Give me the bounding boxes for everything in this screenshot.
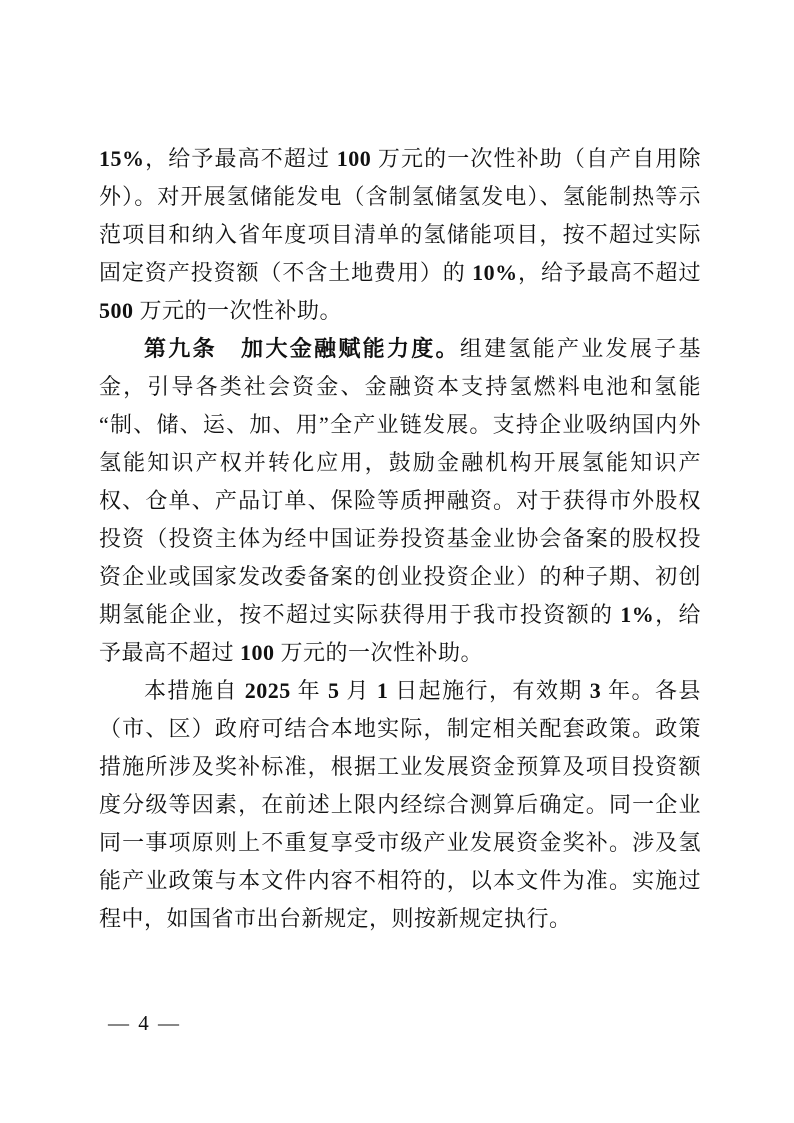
article-heading: 第九条 加大金融赋能力度。 — [144, 336, 460, 361]
numeric-value: 1 — [376, 678, 389, 703]
text-segment: 本措施自 — [144, 678, 245, 703]
numeric-value: 5 — [328, 678, 340, 703]
text-segment: 年。各县（市、区）政府可结合本地实际，制定相关配套政策。政策措施所涉及奖补标准，根据工业发展资金预算及项目投资额度分级等因素，在前述上限内经综合测算后确定。同一企业同一事项原则上不重复享受市级产业发展资金奖补。涉及氢能产业政策与本文件内容不相符的，以本文件为准。实施过程中，如国省市出台新规定，则按新规定执行。 — [99, 678, 701, 931]
text-segment: 月 — [339, 678, 377, 703]
numeric-value: 15% — [99, 146, 145, 171]
text-segment: 日起施行，有效期 — [388, 678, 590, 703]
numeric-value: 2025 — [244, 678, 291, 703]
paragraph-storage-subsidy — [99, 140, 701, 330]
text-segment: ，给予最高不超过 — [517, 260, 701, 285]
document-body — [99, 140, 701, 938]
text-segment: 年 — [290, 678, 328, 703]
numeric-value: 10% — [472, 260, 518, 285]
text-segment: 组建氢能产业发展子基金，引导各类社会资金、金融资本支持氢燃料电池和氢能“制、储、运、加、用”全产业链发展。支持企业吸纳国内外氢能知识产权并转化应用，鼓励金融机构开展氢能知识产权、仓单、产品订单、保险等质押融资。对于获得市外股权投资（投资主体为经中国证券投资基金业协会备案的股权投资企业或国家发改委备案的创业投资企业）的种子期、初创期氢能企业，按不超过实际获得用于我市投资额的 — [99, 336, 701, 627]
text-segment: 万元的一次性补助。 — [133, 298, 343, 323]
numeric-value: 100 — [336, 146, 372, 171]
numeric-value: 3 — [589, 678, 602, 703]
text-segment: 万元的一次性补助（自产自用除外）。对开展氢储能发电（含制氢储氢发电）、氢能制热等示范项目和纳入省年度项目清单的氢储能项目，按不超过实际固定资产投资额（不含土地费用）的 — [99, 146, 701, 285]
text-segment: ，给予最高不超过 — [99, 602, 701, 665]
paragraph-article-nine — [99, 330, 701, 672]
text-segment: 万元的一次性补助。 — [274, 640, 484, 665]
numeric-value: 1% — [620, 602, 655, 627]
paragraph-implementation — [99, 672, 701, 938]
text-segment: ，给予最高不超过 — [144, 146, 337, 171]
page-number: — 4 — — [108, 1011, 181, 1035]
numeric-value: 500 — [99, 298, 134, 323]
numeric-value: 100 — [240, 640, 275, 665]
